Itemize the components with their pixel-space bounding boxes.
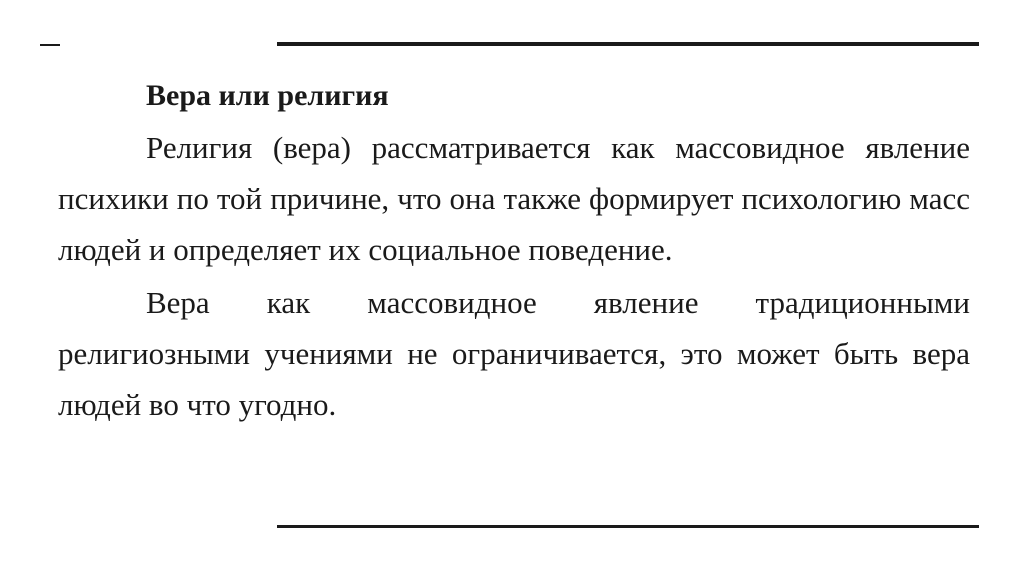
slide-content [58,74,970,430]
paragraph-religion: Религия (вера) рассматривается как массовидное явление психики по той причине, что она также формирует психологию масс людей и определяет их социальное поведение. [58,130,970,267]
dash-mark [40,44,60,46]
paragraph-faith: Вера как массовидное явление традиционными религиозными учениями не ограничивается, это может быть вера людей во что угодно. [58,285,970,422]
slide-heading: Вера или религия [146,79,389,112]
top-rule [277,42,979,46]
bottom-rule [277,525,979,528]
